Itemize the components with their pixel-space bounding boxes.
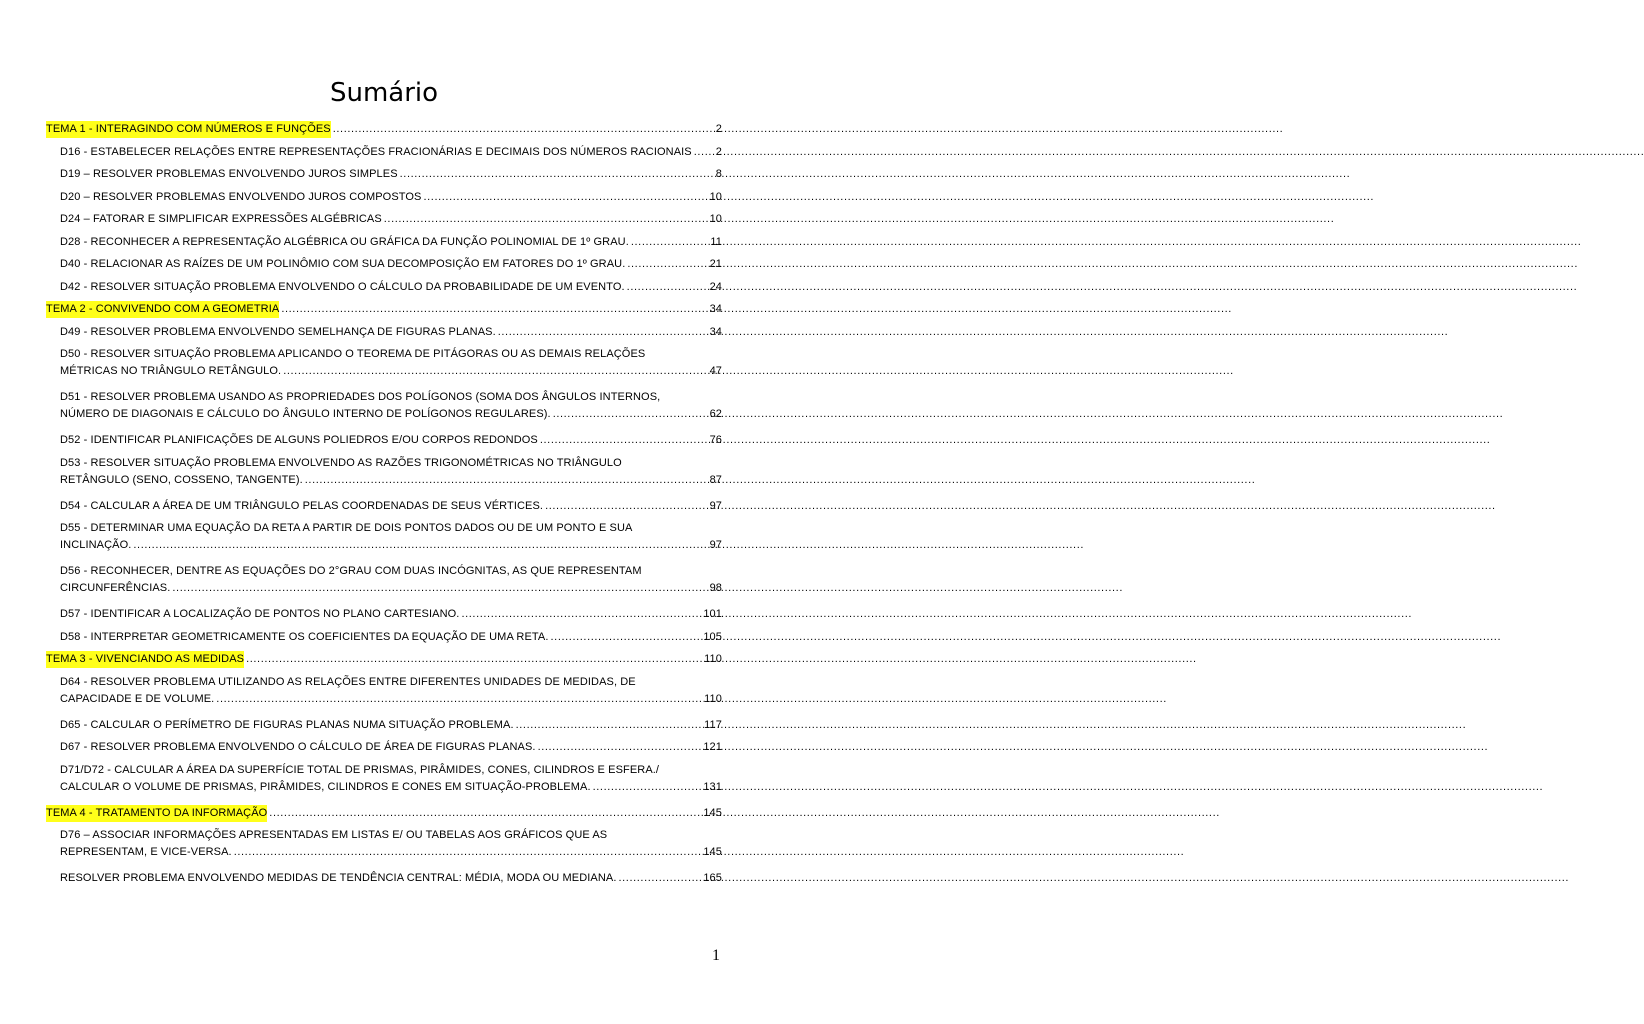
dot-leader [553, 406, 708, 423]
dot-leader [627, 279, 708, 296]
toc-entry[interactable] [46, 629, 722, 646]
dot-leader [498, 324, 708, 341]
dot-leader [281, 301, 707, 318]
dot-leader [269, 805, 701, 822]
toc-theme-entry[interactable] [46, 805, 722, 822]
dot-leader [305, 472, 708, 489]
toc-page-number: 34 [709, 325, 722, 338]
toc-entry[interactable] [46, 346, 722, 380]
toc-entry-text: D42 - RESOLVER SITUAÇÃO PROBLEMA ENVOLVENDO O CÁLCULO DA PROBABILIDADE DE UM EVENTO. [60, 280, 625, 293]
toc-entry-text: D57 - IDENTIFICAR A LOCALIZAÇÃO DE PONTOS NO PLANO CARTESIANO. [60, 608, 460, 620]
toc-page-number: 11 [710, 235, 722, 248]
toc-entry[interactable] [46, 455, 722, 489]
toc-page-number: 34 [709, 303, 722, 315]
toc-entry[interactable] [46, 279, 722, 296]
toc-entry[interactable] [46, 144, 722, 161]
dot-leader [384, 211, 708, 228]
toc-page-number: 131 [703, 780, 722, 793]
dot-leader [545, 498, 707, 515]
toc-page-number: 62 [709, 408, 722, 420]
toc-entry[interactable] [46, 211, 722, 228]
toc-theme-entry[interactable] [46, 301, 722, 318]
dot-leader [133, 537, 707, 554]
toc-page-number: 117 [704, 718, 722, 731]
toc-entry-text: D19 – RESOLVER PROBLEMAS ENVOLVENDO JUROS SIMPLES [60, 168, 398, 180]
toc-entry-text-line2: INCLINAÇÃO. [60, 539, 132, 551]
toc-entry[interactable] [46, 432, 722, 449]
toc-page-number: 110 [704, 653, 722, 665]
toc-entry-text-line2: REPRESENTAM, E VICE-VERSA. [60, 846, 232, 858]
toc-entry-text: D40 - RELACIONAR AS RAÍZES DE UM POLINÔMIO COM SUA DECOMPOSIÇÃO EM FATORES DO 1º GRAU. [60, 258, 626, 270]
toc-entry-text: D49 - RESOLVER PROBLEMA ENVOLVENDO SEMELHANÇA DE FIGURAS PLANAS. [60, 325, 496, 338]
toc-page-number: 145 [703, 846, 722, 858]
toc-page-number: 10 [709, 190, 722, 203]
toc-entry-text-line1: D51 - RESOLVER PROBLEMA USANDO AS PROPRIEDADES DOS POLÍGONOS (SOMA DOS ÂNGULOS INTERNOS, [60, 391, 661, 403]
toc-page-number: 97 [709, 539, 722, 551]
page-number: 1 [712, 947, 720, 964]
dot-leader [423, 189, 707, 206]
toc-entry[interactable] [46, 606, 722, 623]
dot-leader [627, 256, 707, 273]
toc-entry-text: D20 – RESOLVER PROBLEMAS ENVOLVENDO JUROS COMPOSTOS [60, 190, 422, 203]
toc-entry-text-line1: D71/D72 - CALCULAR A ÁREA DA SUPERFÍCIE TOTAL DE PRISMAS, PIRÂMIDES, CONES, CILINDROS E ESFERA./ [60, 763, 660, 776]
toc-page-number: 10 [709, 213, 722, 225]
toc-entry[interactable] [46, 166, 722, 183]
toc-entry[interactable] [46, 827, 722, 861]
toc-entry-text-line2: CAPACIDADE E DE VOLUME. [60, 692, 215, 705]
toc-entry-text-line1: D56 - RECONHECER, DENTRE AS EQUAÇÕES DO 2°GRAU COM DUAS INCÓGNITAS, AS QUE REPRESENTAM [60, 565, 642, 577]
dot-leader [593, 779, 702, 796]
toc-entry-text-line2: NÚMERO DE DIAGONAIS E CÁLCULO DO ÂNGULO INTERNO DE POLÍGONOS REGULARES). [60, 408, 551, 420]
dot-leader [538, 739, 702, 756]
toc-entry-text: D52 - IDENTIFICAR PLANIFICAÇÕES DE ALGUNS POLIEDROS E/OU CORPOS REDONDOS [60, 434, 538, 446]
toc-theme-title: TEMA 3 - VIVENCIANDO AS MEDIDAS [46, 651, 244, 668]
dot-leader [516, 717, 703, 734]
toc-entry[interactable] [46, 389, 722, 423]
toc-entry-text: D16 - ESTABELECER RELAÇÕES ENTRE REPRESENTAÇÕES FRACIONÁRIAS E DECIMAIS DOS NÚMEROS RACIONAIS [60, 145, 692, 158]
toc-theme-entry[interactable] [46, 121, 722, 138]
dot-leader [618, 870, 701, 887]
toc-entry-text-line2: CALCULAR O VOLUME DE PRISMAS, PIRÂMIDES, CILINDROS E CONES EM SITUAÇÃO-PROBLEMA. [60, 780, 591, 793]
toc-page-number: 2 [715, 123, 722, 135]
toc-entry-text-line1: D55 - DETERMINAR UMA EQUAÇÃO DA RETA A PARTIR DE DOIS PONTOS DADOS OU DE UM PONTO E SUA [60, 522, 633, 534]
dot-leader [631, 234, 709, 251]
toc-page-number: 87 [709, 473, 722, 486]
toc-page-number: 24 [709, 280, 722, 293]
toc-entry-text-line2: RETÂNGULO (SENO, COSSENO, TANGENTE). [60, 473, 303, 486]
toc-entry-text-line1: D53 - RESOLVER SITUAÇÃO PROBLEMA ENVOLVENDO AS RAZÕES TRIGONOMÉTRICAS NO TRIÂNGULO [60, 456, 622, 469]
toc-theme-title: TEMA 4 - TRATAMENTO DA INFORMAÇÃO [46, 805, 267, 822]
toc-page-number: 165 [703, 872, 722, 884]
toc-entry[interactable] [46, 674, 722, 708]
toc-entry[interactable] [46, 762, 722, 796]
toc-page-number: 8 [715, 168, 722, 180]
dot-leader [461, 606, 701, 623]
dot-leader [172, 580, 707, 597]
dot-leader [234, 844, 702, 861]
toc-entry[interactable] [46, 234, 722, 251]
toc-page-number: 105 [703, 630, 722, 643]
toc-theme-entry[interactable] [46, 651, 722, 668]
toc-entry[interactable] [46, 189, 722, 206]
dot-leader [283, 363, 707, 380]
toc-page-number: 121 [703, 741, 722, 753]
toc-theme-title: TEMA 2 - CONVIVENDO COM A GEOMETRIA [46, 301, 279, 318]
toc-entry-text: D24 – FATORAR E SIMPLIFICAR EXPRESSÕES ALGÉBRICAS [60, 213, 382, 225]
toc-page-number: 110 [704, 692, 722, 705]
toc-page-number: 21 [709, 258, 722, 270]
dot-leader [400, 166, 714, 183]
document-page [0, 0, 768, 1024]
toc-entry-text: D58 - INTERPRETAR GEOMETRICAMENTE OS COEFICIENTES DA EQUAÇÃO DE UMA RETA. [60, 630, 549, 643]
toc-entry-text-line2: CIRCUNFERÊNCIAS. [60, 582, 171, 594]
toc-page-number: 2 [715, 145, 722, 158]
dot-leader [216, 691, 702, 708]
toc-page-number: 145 [703, 806, 722, 819]
toc-entry[interactable] [46, 498, 722, 515]
dot-leader [246, 651, 702, 668]
toc-entry[interactable] [46, 256, 722, 273]
dot-leader [694, 144, 714, 161]
toc-entry[interactable] [46, 520, 722, 554]
toc-page-number: 98 [709, 582, 722, 594]
toc-entry-text-line1: D50 - RESOLVER SITUAÇÃO PROBLEMA APLICANDO O TEOREMA DE PITÁGORAS OU AS DEMAIS RELAÇÕES [60, 348, 646, 360]
toc-entry[interactable] [46, 870, 722, 887]
toc-entry-text-line2: MÉTRICAS NO TRIÂNGULO RETÂNGULO. [60, 365, 282, 377]
toc-entry-text-line1: D64 - RESOLVER PROBLEMA UTILIZANDO AS RELAÇÕES ENTRE DIFERENTES UNIDADES DE MEDIDAS, DE [60, 675, 636, 688]
toc-page-number: 101 [703, 608, 722, 620]
toc-entry-text-line1: D76 – ASSOCIAR INFORMAÇÕES APRESENTADAS EM LISTAS E/ OU TABELAS AOS GRÁFICOS QUE AS [60, 829, 608, 841]
toc-page-number: 47 [709, 365, 722, 377]
toc-entry[interactable] [46, 717, 722, 734]
toc-entry-text: D65 - CALCULAR O PERÍMETRO DE FIGURAS PLANAS NUMA SITUAÇÃO PROBLEMA. [60, 718, 514, 731]
toc-page-number: 76 [709, 434, 722, 446]
toc-page-number: 97 [709, 499, 722, 512]
toc-entry[interactable] [46, 563, 722, 597]
toc-entry-text: D67 - RESOLVER PROBLEMA ENVOLVENDO O CÁLCULO DE ÁREA DE FIGURAS PLANAS. [60, 741, 536, 753]
dot-leader [551, 629, 702, 646]
toc-entry[interactable] [46, 324, 722, 341]
toc-entry-text: D54 - CALCULAR A ÁREA DE UM TRIÂNGULO PELAS COORDENADAS DE SEUS VÉRTICES. [60, 499, 544, 512]
toc-entry[interactable] [46, 739, 722, 756]
dot-leader [540, 432, 708, 449]
toc-theme-title: TEMA 1 - INTERAGINDO COM NÚMEROS E FUNÇÕES [46, 121, 331, 138]
table-of-contents [46, 121, 722, 893]
toc-entry-text: D28 - RECONHECER A REPRESENTAÇÃO ALGÉBRICA OU GRÁFICA DA FUNÇÃO POLINOMIAL DE 1º GRAU. [60, 235, 629, 248]
page-title: Sumário [329, 78, 439, 108]
toc-entry-text: RESOLVER PROBLEMA ENVOLVENDO MEDIDAS DE TENDÊNCIA CENTRAL: MÉDIA, MODA OU MEDIANA. [60, 872, 617, 884]
dot-leader [333, 121, 714, 138]
